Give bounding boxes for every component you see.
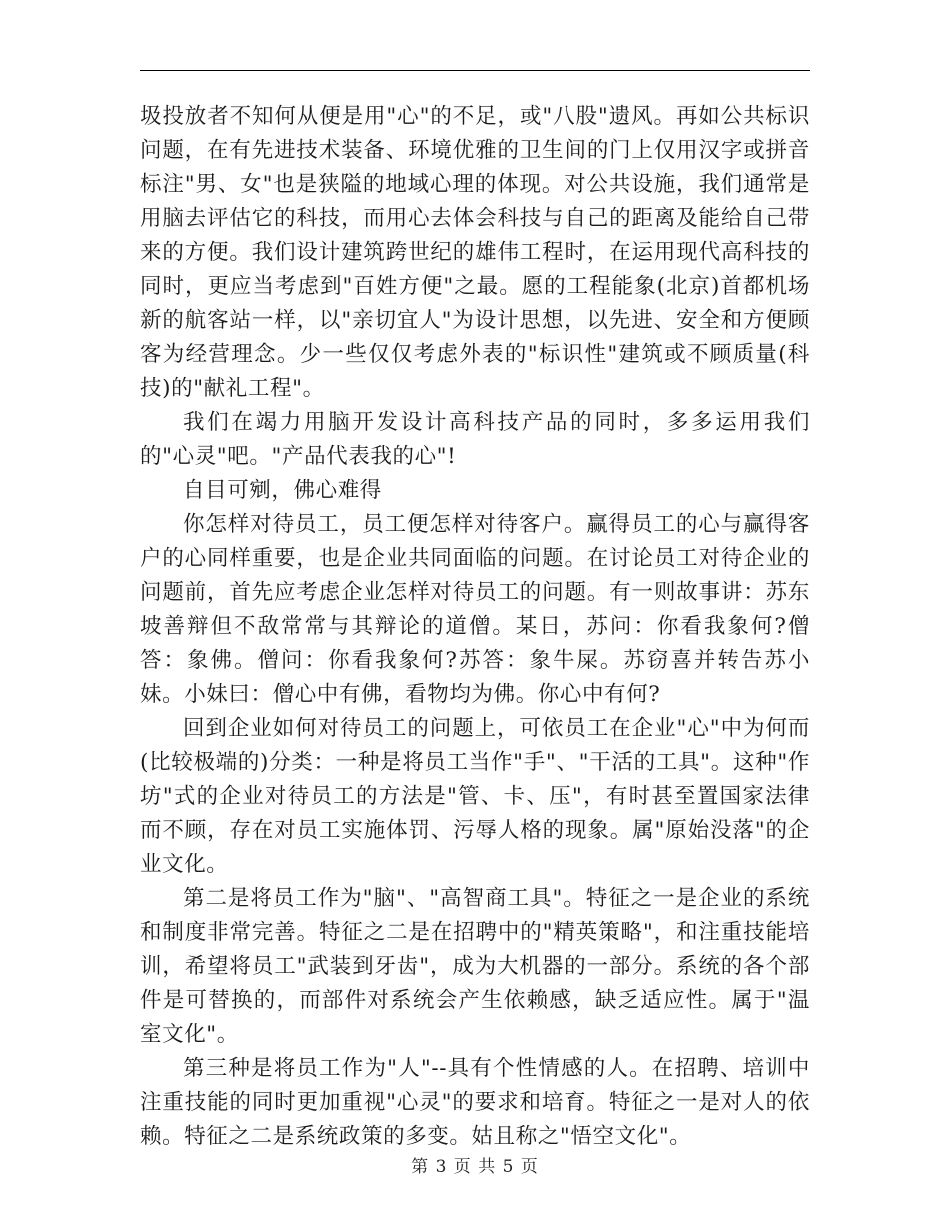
paragraph-1: 圾投放者不知何从便是用"心"的不足，或"八股"遗风。再如公共标识问题，在有先进技术装备、环境优雅的卫生间的门上仅用汉字或拼音标注"男、女"也是狭隘的地域心理的体现。对公共设施，我们通常是用脑去评估它的科技，而用心去体会科技与自己的距离及能给自己带来的方便。我们设计建筑跨世纪的雄伟工程时，在运用现代高科技的同时，更应当考虑到"百姓方便"之最。愿的工程能象(北京)首都机场新的航客站一样，以"亲切宜人"为设计思想，以先进、安全和方便顾客为经营理念。少一些仅仅考虑外表的"标识性"建筑或不顾质量(科技)的"献礼工程"。 <box>140 104 810 401</box>
header-rule <box>140 70 810 71</box>
paragraph-6: 第三种是将员工作为"人"--具有个性情感的人。在招聘、培训中注重技能的同时更加重视"心灵"的要求和培育。特征之一是对人的依赖。特征之二是系统政策的多变。姑且称之"悟空文化"。 <box>140 1056 810 1149</box>
paragraph-5: 第二是将员工作为"脑"、"高智商工具"。特征之一是企业的系统和制度非常完善。特征之二是在招聘中的"精英策略"，和注重技能培训，希望将员工"武装到牙齿"，成为大机器的一部分。系统的各个部件是可替换的，而部件对系统会产生依赖感，缺乏适应性。属于"温室文化"。 <box>140 886 810 1047</box>
paragraph-4: 回到企业如何对待员工的问题上，可依员工在企业"心"中为何而(比较极端的)分类：一种是将员工当作"手"、"干活的工具"。这种"作坊"式的企业对待员工的方法是"管、卡、压"，有时甚至置国家法律而不顾，存在对员工实施体罚、污辱人格的现象。属"原始没落"的企业文化。 <box>140 716 810 877</box>
document-body <box>140 100 810 1154</box>
paragraph-3: 你怎样对待员工，员工便怎样对待客户。赢得员工的心与赢得客户的心同样重要，也是企业共同面临的问题。在讨论员工对待企业的问题前，首先应考虑企业怎样对待员工的问题。有一则故事讲：苏东坡善辩但不敌常常与其辩论的道僧。某日，苏问：你看我象何?僧答：象佛。僧问：你看我象何?苏答：象牛屎。苏窃喜并转告苏小妹。小妹曰：僧心中有佛，看物均为佛。你心中有何? <box>140 512 810 707</box>
section-heading: 自目可剜，佛心难得 <box>183 478 382 503</box>
paragraph-2: 我们在竭力用脑开发设计高科技产品的同时，多多运用我们的"心灵"吧。"产品代表我的心"! <box>140 410 810 469</box>
page-number-footer: 第 3 页 共 5 页 <box>411 1157 539 1177</box>
